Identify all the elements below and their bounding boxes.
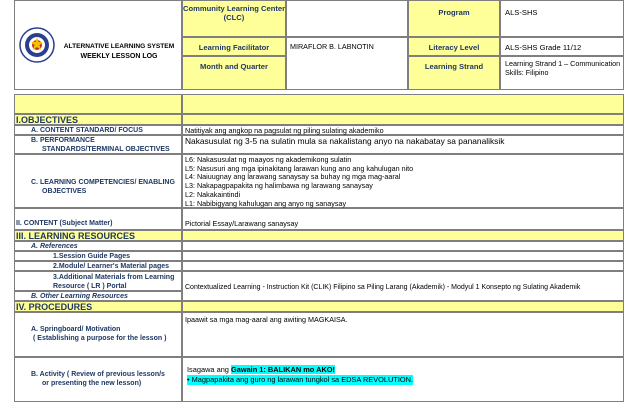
performance-value: Nakasusulat ng 3-5 na sulatin mula sa nakalistang anyo na nakabatay sa pananaliksik [185, 136, 505, 146]
competency-item: L3: Nakapagpapakita ng halimbawa ng larawang sanaysay [185, 181, 373, 191]
strand-value-line1: Learning Strand 1 – Communication [505, 59, 621, 68]
activity-label-line2: or presenting the new lesson) [42, 380, 142, 387]
objectives-title-cell [14, 114, 182, 125]
content-standard-label-cell [14, 125, 182, 135]
springboard-label-line1: A. Springboard/ Motivation [31, 326, 121, 333]
header-logo-cell [14, 0, 182, 90]
month-label: Month and Quarter [200, 62, 268, 71]
content-value-cell [182, 208, 624, 230]
objectives-title-right [182, 114, 624, 125]
activity-instruction [187, 365, 623, 375]
competencies-value-cell [182, 154, 624, 208]
content-value: Pictorial Essay/Larawang sanaysay [185, 219, 299, 228]
activity-prefix: Isagawa ang [187, 365, 231, 374]
clc-label-line1: Community Learning Center [183, 4, 286, 13]
performance-label-line1: B. PERFORMANCE [31, 137, 95, 144]
performance-value-cell [182, 135, 624, 154]
other-resources-label: B. Other Learning Resources [31, 293, 128, 300]
content-standard-value: Natitiyak ang angkop na pagsulat ng piling sulating akademiko [185, 126, 384, 135]
other-resources-label-cell [14, 291, 182, 301]
additional-value: Contextualized Learning - Instruction Kit (CLIK) Filipino sa Piling Larang (Akademik) - Modyul 1 Konsepto ng Sulating Akademik [185, 284, 581, 291]
springboard-label-cell [14, 312, 182, 357]
competency-item: L2: Nakakaintindi [185, 189, 241, 199]
springboard-label-line2: ( Establishing a purpose for the lesson ) [33, 335, 167, 342]
literacy-value-cell [500, 37, 624, 56]
strand-value-cell [500, 56, 624, 90]
clc-label-line2: (CLC) [223, 13, 245, 23]
activity-label-line1: B. Activity ( Review of previous lesson/s [31, 371, 165, 378]
content-label-cell [14, 208, 182, 230]
facilitator-label-cell [182, 37, 286, 56]
additional-label-cell [14, 271, 182, 291]
references-label-cell [14, 241, 182, 251]
procedures-title-cell [14, 301, 182, 312]
module-label: 2.Module/ Learner's Material pages [53, 263, 170, 270]
spacer-left [14, 94, 182, 114]
doc-type: WEEKLY LESSON LOG [80, 53, 158, 60]
content-standard-value-cell [182, 125, 624, 135]
competencies-label-cell [14, 154, 182, 208]
additional-label-line1: 3.Additional Materials from Learning [53, 274, 175, 281]
strand-value-line2: Skills: Filipino [505, 68, 549, 77]
springboard-value-cell [182, 312, 624, 357]
strand-label: Learning Strand [424, 62, 484, 71]
competency-item: L1: Nabibigyang kahulugan ang anyo ng sanaysay [185, 198, 347, 208]
module-value-cell [182, 261, 624, 271]
competencies-label-line1: C. LEARNING COMPETENCIES/ ENABLING [31, 179, 175, 186]
facilitator-value-cell [286, 37, 408, 90]
additional-label-line2: Resource ( LR ) Portal [53, 283, 127, 290]
program-value: ALS-SHS [505, 8, 538, 17]
references-label: A. References [31, 243, 78, 250]
session-guide-value-cell [182, 251, 624, 261]
additional-value-cell [182, 271, 624, 301]
program-label: Program [438, 8, 470, 17]
literacy-label: Literacy Level [428, 43, 480, 52]
deped-seal-icon [19, 27, 55, 63]
month-label-cell [182, 56, 286, 90]
literacy-value: ALS-SHS Grade 11/12 [505, 43, 582, 52]
activity-value-cell [182, 357, 624, 402]
resources-title-cell [14, 230, 182, 241]
activity-label-cell [14, 357, 182, 402]
resources-title: III. LEARNING RESOURCES [16, 231, 136, 241]
competency-item: L6: Nakasusulat ng maayos ng akademikong sulatin [185, 155, 352, 164]
references-value-cell [182, 241, 624, 251]
content-standard-label: A. CONTENT STANDARD/ FOCUS [31, 127, 143, 134]
school-name: ALTERNATIVE LEARNING SYSTEM [63, 43, 175, 50]
spacer-right [182, 94, 624, 114]
procedures-title-right [182, 301, 624, 312]
clc-label-cell [182, 0, 286, 37]
session-guide-label-cell [14, 251, 182, 261]
competencies-label-line2: OBJECTIVES [42, 188, 87, 195]
facilitator-value: MIRAFLOR B. LABNOTIN [290, 42, 374, 51]
content-label: II. CONTENT (Subject Matter) [16, 220, 113, 227]
facilitator-label: Learning Facilitator [198, 43, 270, 52]
activity-bullet: • Magpapakita ang guro ng larawan tungkol sa EDSA REVOLUTION. [187, 375, 414, 384]
competency-item: L5: Nasusuri ang mga ipinakitang larawan kung ano ang kahulugan nito [185, 163, 414, 173]
resources-title-right [182, 230, 624, 241]
session-guide-label: 1.Session Guide Pages [53, 253, 131, 260]
module-label-cell [14, 261, 182, 271]
performance-label-cell [14, 135, 182, 154]
competency-item: L4: Naiuugnay ang larawang sanaysay sa buhay ng mga mag-aaral [185, 172, 401, 182]
program-label-cell [408, 0, 500, 37]
literacy-label-cell [408, 37, 500, 56]
activity-highlight: Gawain 1: BALIKAN mo AKO! [230, 365, 335, 374]
springboard-value: Ipaawit sa mga mag-aaral ang awiting MAGKAISA. [185, 315, 348, 324]
program-value-cell [500, 0, 624, 37]
clc-value-cell [286, 0, 408, 37]
procedures-title: IV. PROCEDURES [16, 302, 93, 312]
performance-label-line2: STANDARDS/TERMINAL OBJECTIVES [42, 146, 170, 153]
objectives-title: I.OBJECTIVES [16, 115, 79, 125]
strand-label-cell [408, 56, 500, 90]
